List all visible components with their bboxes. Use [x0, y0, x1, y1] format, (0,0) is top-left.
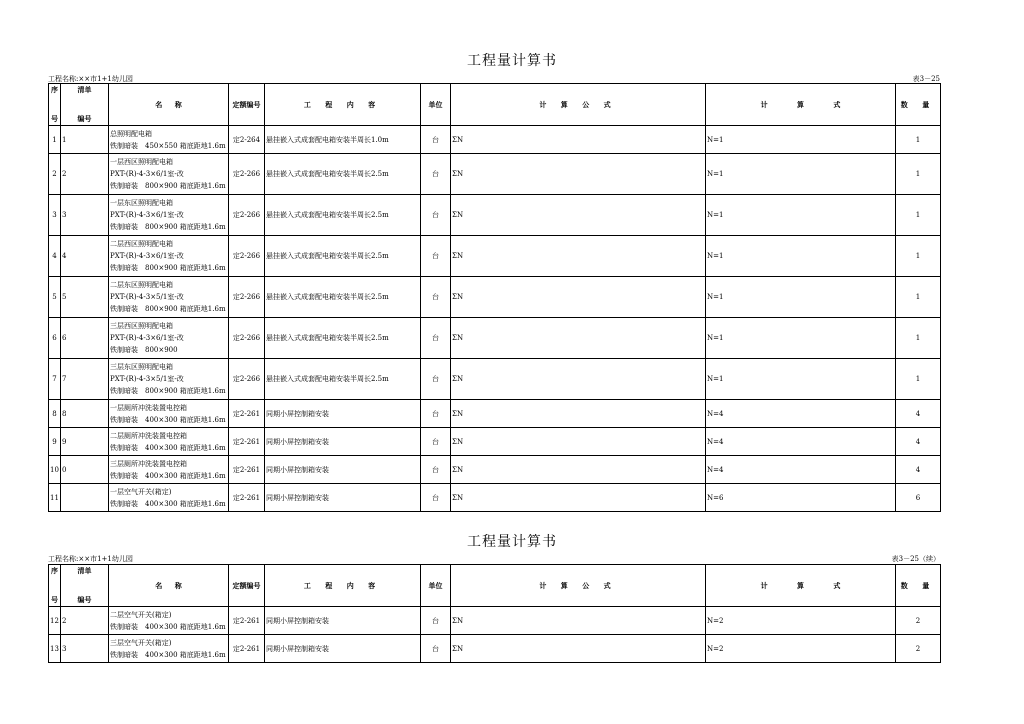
row-name: [109, 126, 229, 154]
header-unit: 单位: [421, 565, 451, 607]
row-bill-code: 1: [61, 126, 109, 154]
row-name-line: 铁制暗装 800×900 箱底距地1.6m: [110, 223, 226, 231]
row-name-line: PXT-(R)-4-3×6/1室-改: [110, 211, 184, 219]
row-name: [109, 607, 229, 635]
row-unit: 台: [421, 154, 451, 195]
row-unit: 台: [421, 635, 451, 663]
row-name: [109, 154, 229, 195]
row-qty: 1: [896, 236, 941, 277]
row-content: 悬挂嵌入式成套配电箱安装半周长2.5m: [265, 318, 421, 359]
row-formula: ΣN: [451, 484, 706, 512]
row-unit: 台: [421, 236, 451, 277]
calculation-table: [48, 83, 941, 512]
row-formula: ΣN: [451, 154, 706, 195]
row-name: [109, 484, 229, 512]
row-unit: 台: [421, 400, 451, 428]
table-row: [49, 359, 941, 400]
row-name-line: 三层西区照明配电箱: [110, 322, 173, 330]
header-qty: 数 量: [896, 84, 941, 126]
row-name-line: 铁制暗装 800×900: [110, 346, 178, 354]
row-calc: N=1: [706, 154, 896, 195]
row-quota: 定2-261: [229, 635, 265, 663]
row-name-line: 铁制暗装 800×900 箱底距地1.6m: [110, 387, 226, 395]
row-qty: 6: [896, 484, 941, 512]
row-content: 同期小屏控制箱安装: [265, 456, 421, 484]
row-formula: ΣN: [451, 318, 706, 359]
row-name-line: 二层厕所冲洗装置电控箱: [110, 431, 187, 440]
table-row: [49, 400, 941, 428]
table-number-continued: 表3－25（续）: [891, 555, 940, 563]
row-qty: 1: [896, 277, 941, 318]
table-row: [49, 154, 941, 195]
row-seq: 3: [49, 195, 61, 236]
row-formula: ΣN: [451, 635, 706, 663]
project-name: 工程名称:××市1+1幼儿园: [48, 75, 133, 83]
row-qty: 4: [896, 400, 941, 428]
row-formula: ΣN: [451, 277, 706, 318]
row-seq: 5: [49, 277, 61, 318]
row-qty: 2: [896, 607, 941, 635]
row-seq: 4: [49, 236, 61, 277]
header-formula: 计 算 公 式: [451, 84, 706, 126]
row-name: [109, 456, 229, 484]
header-calc: 计 算 式: [706, 565, 896, 607]
row-formula: ΣN: [451, 126, 706, 154]
row-qty: 4: [896, 456, 941, 484]
row-name: [109, 236, 229, 277]
row-qty: 2: [896, 635, 941, 663]
row-bill-code: 6: [61, 318, 109, 359]
row-qty: 4: [896, 428, 941, 456]
row-name: [109, 635, 229, 663]
row-bill-code: 9: [61, 428, 109, 456]
row-formula: ΣN: [451, 400, 706, 428]
row-unit: 台: [421, 607, 451, 635]
header-bill-code: 清单 编号: [61, 565, 109, 607]
header-calc: 计 算 式: [706, 84, 896, 126]
row-bill-code: 3: [61, 195, 109, 236]
row-name-line: 铁制暗装 800×900 箱底距地1.6m: [110, 264, 226, 272]
row-name: [109, 428, 229, 456]
row-unit: 台: [421, 318, 451, 359]
row-calc: N=4: [706, 428, 896, 456]
row-content: 悬挂嵌入式成套配电箱安装半周长2.5m: [265, 154, 421, 195]
row-bill-code: 3: [61, 635, 109, 663]
row-qty: 1: [896, 195, 941, 236]
header-bill-code: 清单 编号: [61, 84, 109, 126]
row-quota: 定2-266: [229, 154, 265, 195]
table-header-row: [49, 565, 941, 607]
row-qty: 1: [896, 318, 941, 359]
row-calc: N=1: [706, 195, 896, 236]
row-name-line: PXT-(R)-4-3×6/1室-改: [110, 170, 184, 178]
row-content: 悬挂嵌入式成套配电箱安装半周长2.5m: [265, 359, 421, 400]
row-unit: 台: [421, 484, 451, 512]
row-content: 悬挂嵌入式成套配电箱安装半周长2.5m: [265, 236, 421, 277]
row-name-line: 三层厕所冲洗装置电控箱: [110, 459, 187, 468]
table-row: [49, 456, 941, 484]
row-content: 悬挂嵌入式成套配电箱安装半周长2.5m: [265, 277, 421, 318]
row-quota: 定2-261: [229, 607, 265, 635]
table-row: [49, 236, 941, 277]
row-seq: 6: [49, 318, 61, 359]
row-seq: 8: [49, 400, 61, 428]
row-calc: N=1: [706, 126, 896, 154]
row-bill-code: 2: [61, 154, 109, 195]
row-name: [109, 195, 229, 236]
row-calc: N=4: [706, 456, 896, 484]
table-row: [49, 318, 941, 359]
row-unit: 台: [421, 277, 451, 318]
header-content: 工 程 内 容: [265, 84, 421, 126]
table-row: [49, 607, 941, 635]
row-qty: 1: [896, 154, 941, 195]
table-header-row: [49, 84, 941, 126]
row-name: [109, 359, 229, 400]
table-number: 表3－25: [912, 75, 940, 83]
row-name-line: 二层空气开关(箱定): [110, 610, 172, 619]
header-formula: 计 算 公 式: [451, 565, 706, 607]
row-seq: 1: [49, 126, 61, 154]
row-calc: N=4: [706, 400, 896, 428]
row-name-line: PXT-(R)-4-3×6/1室-改: [110, 334, 184, 342]
header-unit: 单位: [421, 84, 451, 126]
row-unit: 台: [421, 195, 451, 236]
row-seq: 2: [49, 154, 61, 195]
row-bill-code: 2: [61, 607, 109, 635]
row-formula: ΣN: [451, 236, 706, 277]
row-content: 同期小屏控制箱安装: [265, 428, 421, 456]
row-name-line: 一层东区照明配电箱: [110, 199, 173, 207]
row-quota: 定2-266: [229, 359, 265, 400]
row-content: 同期小屏控制箱安装: [265, 484, 421, 512]
row-name-line: 二层西区照明配电箱: [110, 240, 173, 248]
row-content: 悬挂嵌入式成套配电箱安装半周长2.5m: [265, 195, 421, 236]
row-formula: ΣN: [451, 359, 706, 400]
row-name: [109, 400, 229, 428]
row-formula: ΣN: [451, 195, 706, 236]
page-title-continued: 工程量计算书: [467, 534, 557, 550]
row-bill-code: 8: [61, 400, 109, 428]
row-name-line: 一层空气开关(箱定): [110, 487, 172, 496]
row-content: 同期小屏控制箱安装: [265, 635, 421, 663]
row-bill-code: 7: [61, 359, 109, 400]
row-calc: N=2: [706, 607, 896, 635]
row-calc: N=1: [706, 318, 896, 359]
row-quota: 定2-261: [229, 400, 265, 428]
row-name: [109, 318, 229, 359]
row-qty: 1: [896, 126, 941, 154]
row-name-line: 铁制暗装 400×300 箱底距地1.6m: [110, 499, 226, 508]
row-name-line: 铁制暗装 400×300 箱底距地1.6m: [110, 471, 226, 480]
header-seq: 序 号: [49, 565, 61, 607]
row-quota: 定2-266: [229, 236, 265, 277]
row-name-line: PXT-(R)-4-3×5/1室-改: [110, 293, 184, 301]
page-title: 工程量计算书: [467, 53, 557, 69]
table-row: [49, 277, 941, 318]
header-quota: 定额编号: [229, 565, 265, 607]
row-seq: 9: [49, 428, 61, 456]
row-content: 同期小屏控制箱安装: [265, 400, 421, 428]
row-formula: ΣN: [451, 607, 706, 635]
table-row: [49, 484, 941, 512]
row-quota: 定2-261: [229, 428, 265, 456]
row-name: [109, 277, 229, 318]
row-bill-code: [61, 484, 109, 512]
row-bill-code: 0: [61, 456, 109, 484]
row-name-line: 铁制暗装 400×300 箱底距地1.6m: [110, 443, 226, 452]
row-qty: 1: [896, 359, 941, 400]
row-quota: 定2-261: [229, 456, 265, 484]
row-name-line: 一层西区照明配电箱: [110, 158, 173, 166]
row-seq: 7: [49, 359, 61, 400]
row-quota: 定2-266: [229, 318, 265, 359]
row-formula: ΣN: [451, 456, 706, 484]
row-calc: N=6: [706, 484, 896, 512]
header-name: 名 称: [109, 84, 229, 126]
row-formula: ΣN: [451, 428, 706, 456]
row-seq: 11: [49, 484, 61, 512]
row-seq: 13: [49, 635, 61, 663]
row-name-line: PXT-(R)-4-3×5/1室-改: [110, 375, 184, 383]
row-calc: N=2: [706, 635, 896, 663]
row-calc: N=1: [706, 236, 896, 277]
header-name: 名 称: [109, 565, 229, 607]
row-name-line: 二层东区照明配电箱: [110, 281, 173, 289]
header-qty: 数 量: [896, 565, 941, 607]
row-unit: 台: [421, 126, 451, 154]
row-content: 同期小屏控制箱安装: [265, 607, 421, 635]
header-quota: 定额编号: [229, 84, 265, 126]
row-name-line: 一层厕所冲洗装置电控箱: [110, 403, 187, 412]
row-quota: 定2-266: [229, 277, 265, 318]
row-content: 悬挂嵌入式成套配电箱安装半周长1.0m: [265, 126, 421, 154]
row-bill-code: 4: [61, 236, 109, 277]
row-name-line: 铁制暗装 400×300 箱底距地1.6m: [110, 650, 226, 659]
row-unit: 台: [421, 359, 451, 400]
table-row: [49, 428, 941, 456]
row-name-line: 三层空气开关(箱定): [110, 638, 172, 647]
row-quota: 定2-261: [229, 484, 265, 512]
row-name-line: 铁制暗装 450×550 箱底距地1.6m: [110, 141, 226, 150]
row-name-line: 铁制暗装 400×300 箱底距地1.6m: [110, 415, 226, 424]
row-quota: 定2-264: [229, 126, 265, 154]
row-quota: 定2-266: [229, 195, 265, 236]
row-name-line: 铁制暗装 400×300 箱底距地1.6m: [110, 622, 226, 631]
table-row: [49, 126, 941, 154]
row-name-line: 铁制暗装 800×900 箱底距地1.6m: [110, 182, 226, 190]
row-unit: 台: [421, 456, 451, 484]
row-name-line: 三层东区照明配电箱: [110, 363, 173, 371]
row-name-line: 铁制暗装 800×900 箱底距地1.6m: [110, 305, 226, 313]
table-row: [49, 635, 941, 663]
row-name-line: PXT-(R)-4-3×6/1室-改: [110, 252, 184, 260]
project-name-continued: 工程名称:××市1+1幼儿园: [48, 555, 133, 563]
row-unit: 台: [421, 428, 451, 456]
row-calc: N=1: [706, 359, 896, 400]
header-content: 工 程 内 容: [265, 565, 421, 607]
header-seq: 序 号: [49, 84, 61, 126]
table-row: [49, 195, 941, 236]
row-seq: 10: [49, 456, 61, 484]
row-calc: N=1: [706, 277, 896, 318]
row-bill-code: 5: [61, 277, 109, 318]
calculation-table-continued: [48, 564, 941, 663]
row-name-line: 总照明配电箱: [110, 129, 152, 138]
row-seq: 12: [49, 607, 61, 635]
